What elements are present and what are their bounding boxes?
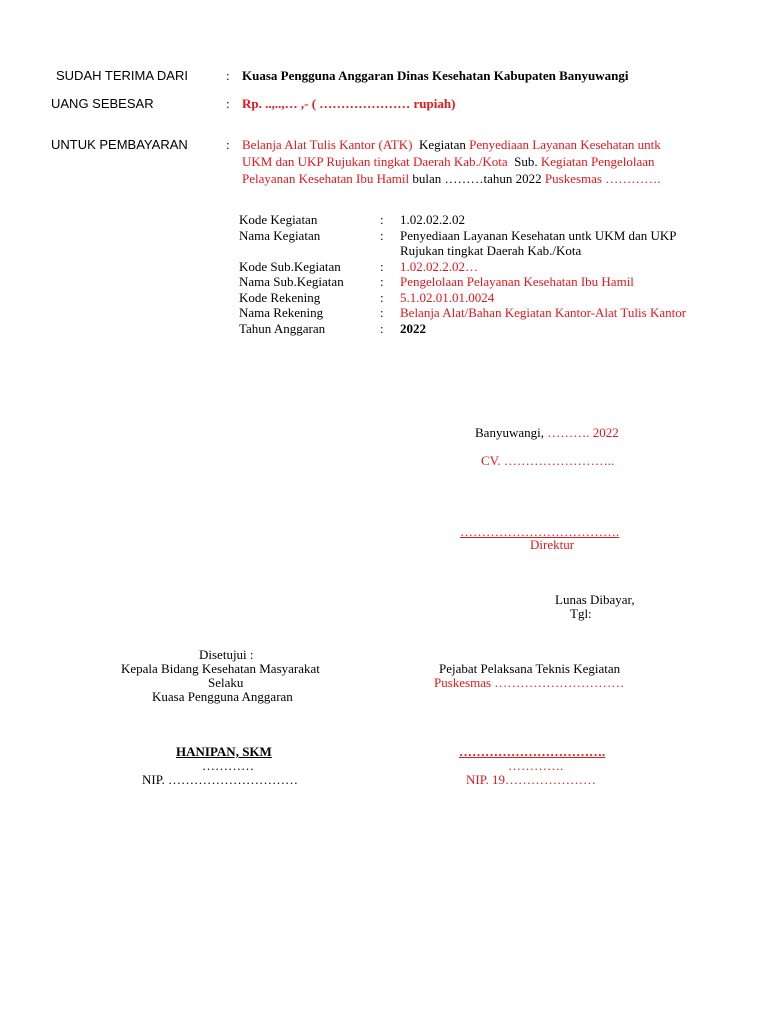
colon: : [380,289,384,305]
kuasa-pengguna-anggaran: Kuasa Pengguna Anggaran [152,689,293,704]
tgl: Tgl: [570,606,592,621]
selaku: Selaku [208,675,244,690]
colon: : [226,137,230,152]
untuk-line-2 [242,154,655,169]
signer-dots-right: …………. [508,758,564,773]
colon: : [380,274,384,289]
colon: : [380,212,384,227]
cv-name: CV. …………………….. [481,453,615,468]
disetujui: Disetujui : [199,647,254,662]
table-row [239,228,686,259]
untuk-bulan: bulan ………tahun 2022 [412,171,542,186]
untuk-label: UNTUK PEMBAYARAN [51,137,188,152]
untuk-penyediaan: Penyediaan Layanan Kesehatan untk [469,137,661,152]
kode-key: Kode Rekening [239,289,321,305]
sudah-terima-value: Kuasa Pengguna Anggaran Dinas Kesehatan Kabupaten Banyuwangi [242,68,629,83]
nip-left: NIP. ………………………… [142,772,299,787]
untuk-atk: Belanja Alat Tulis Kantor (ATK) [242,137,413,152]
direktur-signature-line: ………………………………. [460,524,620,539]
nama-kegiatan-line-1: Penyediaan Layanan Kesehatan untk UKM dan UKP [400,227,677,243]
pejabat-pelaksana: Pejabat Pelaksana Teknis Kegiatan [439,661,621,676]
kode-value: 2022 [400,320,426,336]
lunas-dibayar: Lunas Dibayar, [555,592,635,607]
kode-key: Tahun Anggaran [239,320,326,336]
kode-value: Belanja Alat/Bahan Kegiatan Kantor-Alat Tulis Kantor [400,305,687,320]
place-date [475,425,619,440]
kode-key: Kode Kegiatan [239,212,318,227]
table-row [239,321,686,337]
signer-name-right: ……………………………. [459,744,606,759]
kode-key: Kode Sub.Kegiatan [239,258,341,274]
kode-value: 1.02.02.2.02 [400,212,465,227]
kepala-bidang: Kepala Bidang Kesehatan Masyarakat [121,661,320,676]
colon: : [380,320,384,336]
untuk-kegiatan: Kegiatan [418,137,466,152]
untuk-line-1 [242,137,661,152]
nama-kegiatan-line-2: Rujukan tingkat Daerah Kab./Kota [400,243,582,258]
kode-key: Nama Kegiatan [239,227,321,243]
table-row [239,274,686,290]
untuk-puskesmas: Puskesmas …………. [544,171,661,186]
colon: : [226,96,230,111]
kode-value [400,228,686,259]
kode-value: 1.02.02.2.02… [400,258,478,274]
table-row [239,290,686,306]
untuk-pelayanan: Pelayanan Kesehatan Ibu Hamil [242,171,410,186]
signer-dots-left: ………… [202,758,254,773]
kode-value: Pengelolaan Pelayanan Kesehatan Ibu Hamil [400,274,634,289]
date: ………. 2022 [547,425,619,440]
direktur-title: Direktur [530,537,575,552]
puskesmas-name: Puskesmas ………………………… [434,675,625,690]
colon: : [226,68,230,83]
uang-value: Rp. ..,..,… ,- ( ………………… rupiah) [242,96,456,111]
colon: : [380,258,384,274]
colon: : [380,227,384,243]
sudah-terima-label: SUDAH TERIMA DARI [56,68,188,83]
untuk-line-3 [242,171,660,186]
table-row [239,212,686,228]
signer-name-left: HANIPAN, SKM [176,744,272,759]
table-row [239,259,686,275]
untuk-sub: Sub. [514,154,538,169]
kode-key: Nama Rekening [239,305,324,320]
untuk-ukm: UKM dan UKP Rujukan tingkat Daerah Kab./Kota [242,154,508,169]
nip-right: NIP. 19………………… [466,772,597,787]
colon: : [380,305,384,320]
kode-table [239,212,686,336]
kode-key: Nama Sub.Kegiatan [239,274,344,289]
uang-label: UANG SEBESAR [51,96,154,111]
untuk-kegiatan-pengelolaan: Kegiatan Pengelolaan [540,154,655,169]
place: Banyuwangi, [475,425,544,440]
table-row [239,305,686,321]
kode-value: 5.1.02.01.01.0024 [400,289,495,305]
